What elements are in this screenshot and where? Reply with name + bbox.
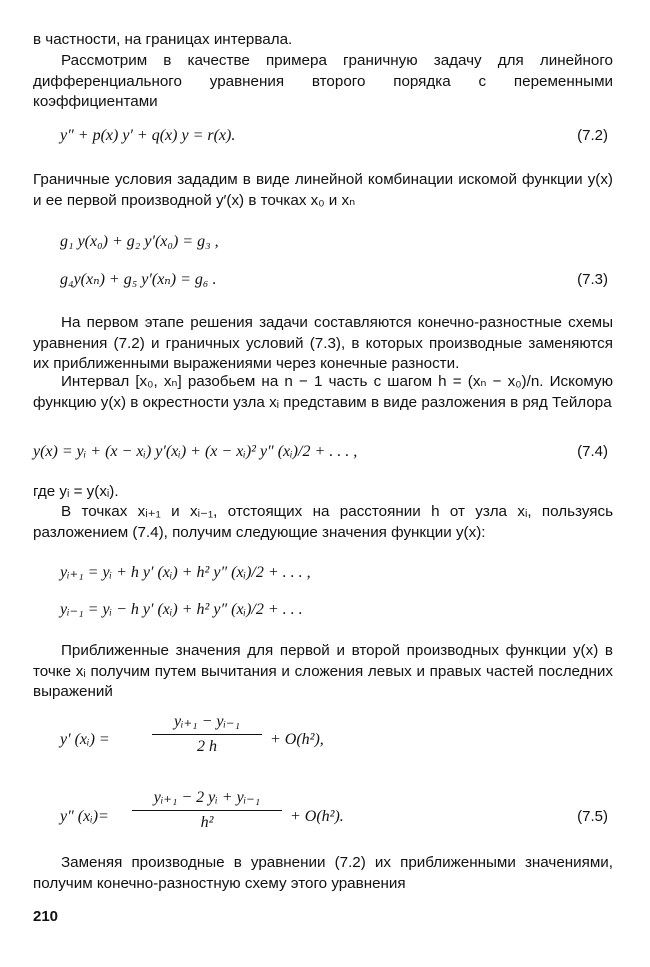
equation-second-derivative-lhs: y″ (xᵢ)= [60, 808, 109, 825]
equation-second-derivative-fraction [132, 788, 282, 833]
paragraph-interval: Интервал [x₀, xₙ] разобьем на n − 1 часть с шагом h = (xₙ − x₀)/n. Искомую функцию y(x) в окрестности узла xᵢ представим в виде разложения в ряд Тейлора [33, 373, 613, 411]
paragraph-where: где yᵢ = y(xᵢ). [33, 483, 119, 500]
equation-first-derivative-tail: + O(h²), [270, 731, 324, 748]
equation-number-7-2: (7.2) [577, 127, 608, 144]
paragraph-boundary-conditions: Граничные условия зададим в виде линейной комбинации искомой функции y(x) и ее первой производной y′(x) в точках x₀ и xₙ [33, 171, 613, 209]
fraction-numerator: yᵢ₊₁ − yᵢ₋₁ [152, 712, 262, 735]
paragraph-intro-tail: в частности, на границах интервала. [33, 31, 293, 48]
fraction-denominator: 2 h [197, 738, 217, 755]
equation-second-derivative-tail: + O(h²). [290, 808, 344, 825]
equation-first-derivative-fraction [152, 712, 262, 757]
equation-y-i-minus-1: yᵢ₋₁ = yᵢ − h y′ (xᵢ) + h² y″ (xᵢ)/2 + . . . [60, 601, 303, 618]
fraction-numerator: yᵢ₊₁ − 2 yᵢ + yᵢ₋₁ [132, 788, 282, 811]
paragraph-finite-difference: Заменяя производные в уравнении (7.2) их приближенными значениями, получим конечно-разностную схему этого уравнения [33, 854, 613, 892]
paragraph-example: Рассмотрим в качестве примера граничную задачу для линейного дифференциального уравнения второго порядка с переменными коэффициентами [33, 52, 613, 110]
equation-7-2: y″ + p(x) y′ + q(x) y = r(x). [60, 127, 236, 144]
equation-number-7-4: (7.4) [577, 443, 608, 460]
page-number: 210 [33, 908, 59, 925]
equation-number-7-3: (7.3) [577, 271, 608, 288]
fraction-denominator: h² [200, 814, 214, 831]
paragraph-neighbor-points: В точках xᵢ₊₁ и xᵢ₋₁, отстоящих на расстоянии h от узла xᵢ, пользуясь разложением (7.4), получим следующие значения функции y(x): [33, 503, 613, 541]
paragraph-approx-derivatives: Приближенные значения для первой и второй производных функции y(x) в точке xᵢ получим путем вычитания и сложения левых и правых частей последних выражений [33, 642, 613, 700]
paragraph-first-stage: На первом этапе решения задачи составляются конечно-разностные схемы уравнения (7.2) и граничных условий (7.3), в которых производные заменяются их приближенными выражениями через конечные разности. [33, 314, 613, 372]
equation-first-derivative-lhs: y′ (xᵢ) = [60, 731, 110, 748]
equation-7-3-second: g₄y(xₙ) + g₅ y′(xₙ) = g₆ . [60, 271, 217, 288]
equation-y-i-plus-1: yᵢ₊₁ = yᵢ + h y′ (xᵢ) + h² y″ (xᵢ)/2 + . . . , [60, 564, 311, 581]
equation-number-7-5: (7.5) [577, 808, 608, 825]
equation-7-3-first: g₁ y(x₀) + g₂ y′(x₀) = g₃ , [60, 233, 219, 250]
equation-7-4: y(x) = yᵢ + (x − xᵢ) y′(xᵢ) + (x − xᵢ)² y″ (xᵢ)/2 + . . . , [33, 443, 358, 460]
